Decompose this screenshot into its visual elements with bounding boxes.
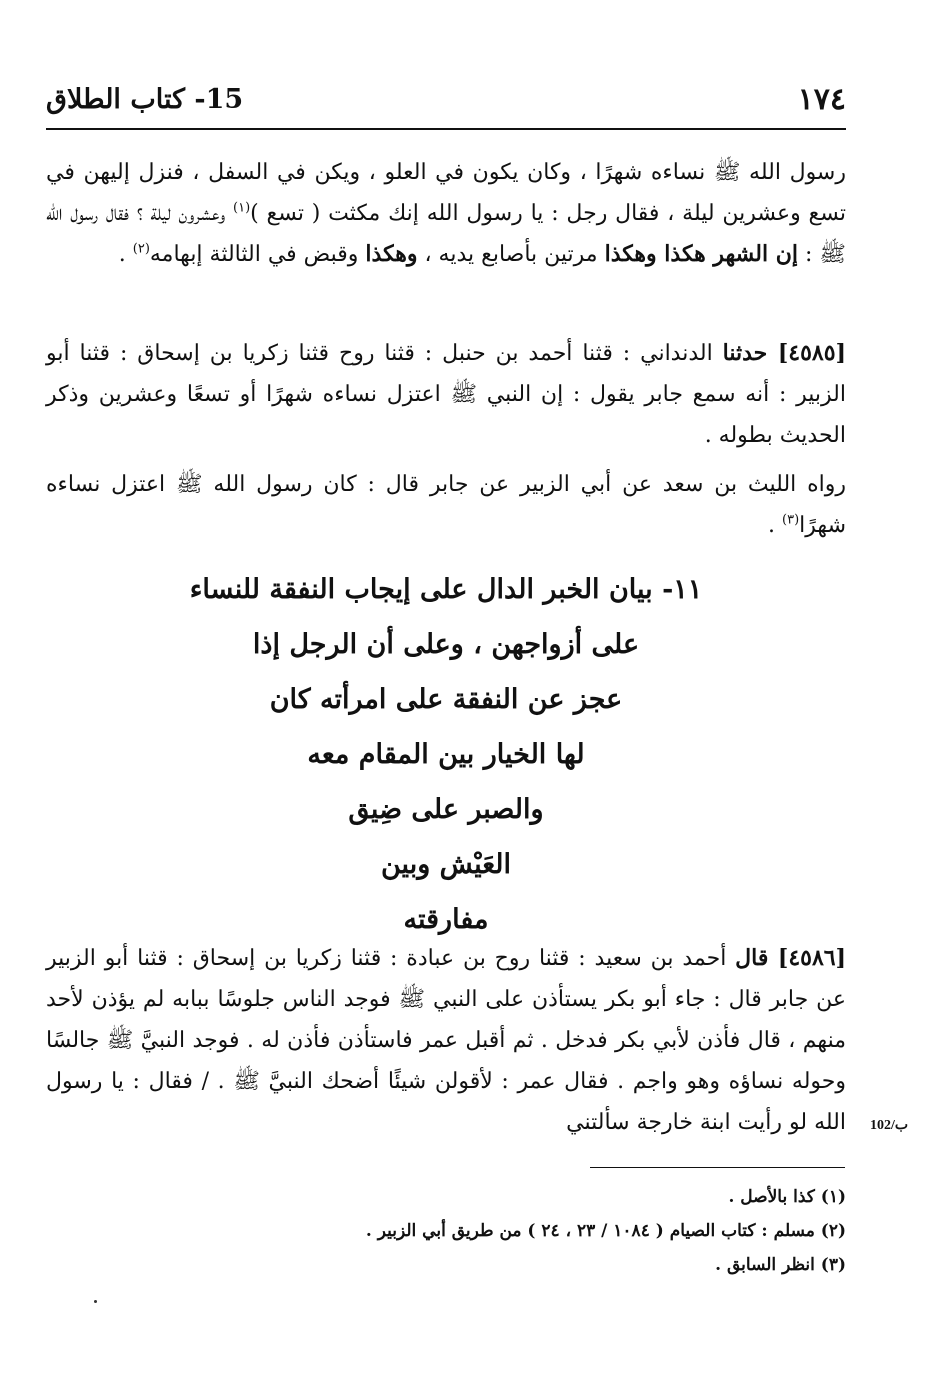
- continuation-paragraph: [46, 152, 846, 275]
- hadith-text: أحمد بن سعيد : قثنا روح بن عبادة : قثنا زكريا بن إسحاق : قثنا أبو الزبير عن جابر قال : جاء أبو بكر يستأذن على النبي ﷺ فوجد الناس جلوسًا ببابه لم يؤذن لأحد منهم ، قال فأذن لأبي بكر فدخل . ثم أقبل عمر فاستأذن فأذن له . فوجد النبيَّ ﷺ جالسًا وحوله نساؤه وهو واجم . فقال عمر : لأقولن شيئًا أضحك النبيَّ ﷺ . / فقال : يا رسول الله لو رأيت ابنة خارجة سألتني: [46, 946, 846, 1135]
- hadith-4585: [٤٥٨٥] حدثنا الدنداني : قثنا أحمد بن حنبل : قثنا روح قثنا زكريا بن إسحاق : قثنا أبو الزبير : أنه سمع جابر يقول : إن النبي ﷺ اعتزل نساءه شهرًا أو تسعًا وعشرين وذكر الحديث بطوله .: [46, 340, 846, 448]
- heading-line: مفارقته: [403, 904, 489, 935]
- header-rule: [46, 128, 846, 130]
- chapter-heading: [46, 562, 846, 947]
- footnote-rule: [590, 1167, 845, 1168]
- manuscript-folio-reference: 102/ب: [870, 1118, 909, 1133]
- riwayah-note: رواه الليث بن سعد عن أبي الزبير عن جابر قال : كان رسول الله ﷺ اعتزل نساءه شهرًا$^{(٣)}$ .: [46, 472, 846, 538]
- book-title: 15- كتاب الطلاق: [46, 84, 244, 115]
- heading-line: لها الخيار بين المقام معه: [307, 739, 585, 770]
- footnote: (٣) انظر السابق .: [715, 1255, 846, 1275]
- heading-line: ١١- بيان الخبر الدال على إيجاب النفقة للنساء: [189, 574, 703, 605]
- heading-line: على أزواجهن ، وعلى أن الرجل إذا: [252, 629, 640, 660]
- footnote-marker: (٣): [782, 512, 800, 528]
- footnotes: [300, 1180, 846, 1282]
- hadith-4586: [٤٥٨٦] قال أحمد بن سعيد : قثنا روح بن عبادة : قثنا زكريا بن إسحاق : قثنا أبو الزبير عن جابر قال : جاء أبو بكر يستأذن على النبي ﷺ فوجد الناس جلوسًا ببابه لم يؤذن لأحد منهم ، قال فأذن لأبي بكر فدخل . ثم أقبل عمر فاستأذن فأذن له . فوجد النبيَّ ﷺ جالسًا وحوله نساؤه وهو واجم . فقال عمر : لأقولن شيئًا أضحك النبيَّ ﷺ . / فقال : يا رسول الله لو رأيت ابنة خارجة سألتني: [46, 945, 846, 1135]
- heading-line: والصبر على ضِيق: [348, 794, 544, 825]
- footnote: (٢) مسلم : كتاب الصيام ( ١٠٨٤ / ٢٣ ، ٢٤ ) من طريق أبي الزبير .: [365, 1221, 846, 1241]
- footnote: (١) كذا بالأصل .: [728, 1187, 846, 1207]
- scan-speck: [94, 1300, 97, 1303]
- heading-line: العَيْش وبين: [381, 849, 511, 880]
- footnote-marker: (٢): [132, 241, 150, 257]
- hadith-text: الدنداني : قثنا أحمد بن حنبل : قثنا روح قثنا زكريا بن إسحاق : قثنا أبو الزبير : أنه سمع جابر يقول : إن النبي ﷺ اعتزل نساءه شهرًا أو تسعًا وعشرين وذكر الحديث بطوله .: [46, 341, 846, 448]
- hadith-number: [٤٥٨٥]: [767, 340, 846, 366]
- hadith-number: [٤٥٨٦]: [768, 945, 846, 971]
- paragraph-text: رسول الله ﷺ نساءه شهرًا ، وكان يكون في العلو ، ويكن في السفل ، فنزل إليهن في تسع وعشرين ليلة ، فقال رجل : يا رسول الله إنك مكثت ( تسع )$^{(١)}$ وعشرون ليلة ؟ فقال رسول الله ﷺ : إن الشهر هكذا وهكذا مرتين بأصابع يديه ، وهكذا وقبض في الثالثة إبهامه$^{(٢)}$ .: [46, 160, 847, 267]
- page-number: ١٧٤: [797, 82, 846, 117]
- page-header: [46, 82, 846, 128]
- heading-line: عجز عن النفقة على امرأته كان: [269, 684, 623, 715]
- footnote-marker: (١): [233, 200, 251, 216]
